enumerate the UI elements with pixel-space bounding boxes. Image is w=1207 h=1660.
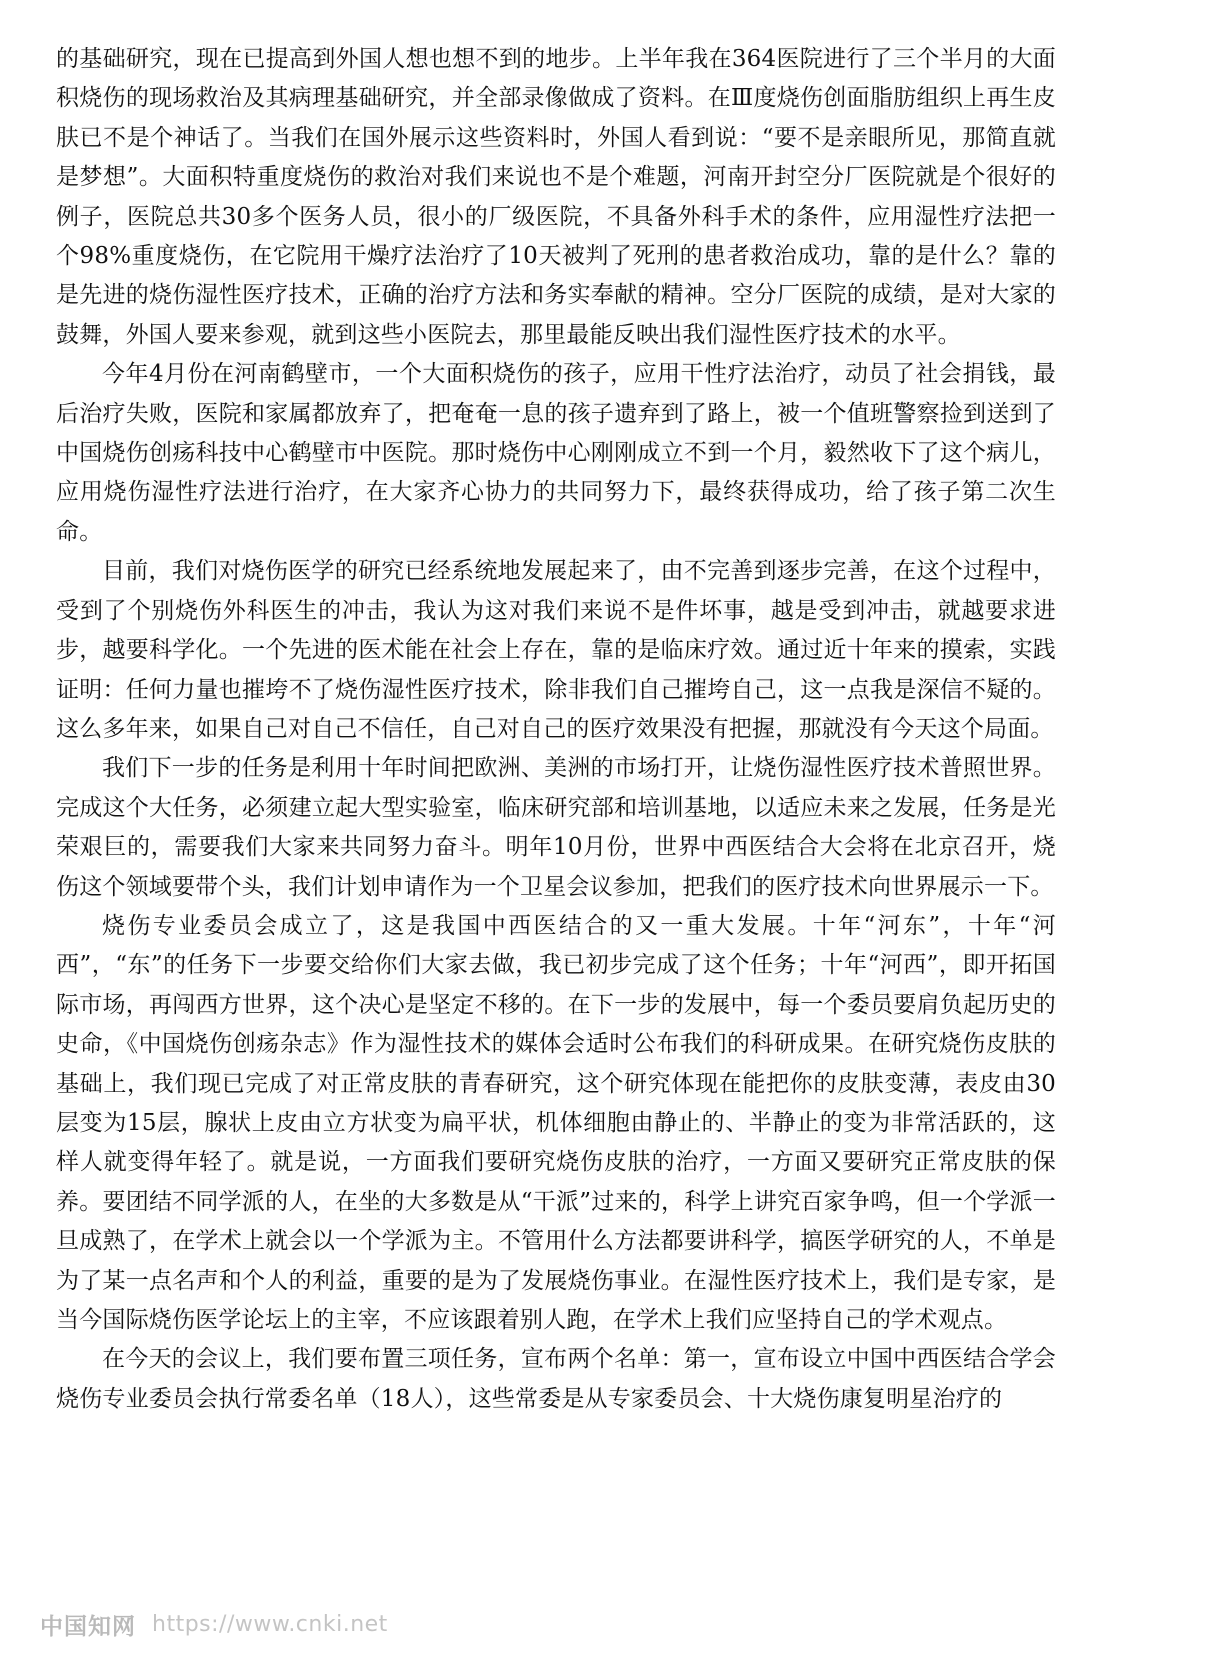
watermark-footer [40,1607,388,1641]
paragraph-4: 我们下一步的任务是利用十年时间把欧洲、美洲的市场打开，让烧伤湿性医疗技术普照世界。完成这个大任务，必须建立起大型实验室，临床研究部和培训基地，以适应未来之发展，任务是光荣艰巨的，需要我们大家来共同努力奋斗。明年10月份，世界中西医结合大会将在北京召开，烧伤这个领域要带个头，我们计划申请作为一个卫星会议参加，把我们的医疗技术向世界展示一下。 [56,755,1056,900]
cnki-logo: 中国知网 [40,1613,136,1640]
cnki-url: https://www.cnki.net [152,1611,388,1637]
paragraph-1: 的基础研究，现在已提高到外国人想也想不到的地步。上半年我在364医院进行了三个半月的大面积烧伤的现场救治及其病理基础研究，并全部录像做成了资料。在Ⅲ度烧伤创面脂肪组织上再生皮肤已不是个神话了。当我们在国外展示这些资料时，外国人看到说：“要不是亲眼所见，那简直就是梦想”。大面积特重度烧伤的救治对我们来说也不是个难题，河南开封空分厂医院就是个很好的例子，医院总共30多个医务人员，很小的厂级医院，不具备外科手术的条件，应用湿性疗法把一个98%重度烧伤，在它院用干燥疗法治疗了10天被判了死刑的患者救治成功，靠的是什么？靠的是先进的烧伤湿性医疗技术，正确的治疗方法和务实奉献的精神。空分厂医院的成绩，是对大家的鼓舞，外国人要来参观，就到这些小医院去，那里最能反映出我们湿性医疗技术的水平。 [56,46,1056,348]
paragraph-5: 烧伤专业委员会成立了，这是我国中西医结合的又一重大发展。十年“河东”，十年“河西”，“东”的任务下一步要交给你们大家去做，我已初步完成了这个任务；十年“河西”，即开拓国际市场，再闯西方世界，这个决心是坚定不移的。在下一步的发展中，每一个委员要肩负起历史的史命，《中国烧伤创疡杂志》作为湿性技术的媒体会适时公布我们的科研成果。在研究烧伤皮肤的基础上，我们现已完成了对正常皮肤的青春研究，这个研究体现在能把你的皮肤变薄，表皮由30层变为15层，腺状上皮由立方状变为扁平状，机体细胞由静止的、半静止的变为非常活跃的，这样人就变得年轻了。就是说，一方面我们要研究烧伤皮肤的治疗，一方面又要研究正常皮肤的保养。要团结不同学派的人，在坐的大多数是从“干派”过来的，科学上讲究百家争鸣，但一个学派一旦成熟了，在学术上就会以一个学派为主。不管用什么方法都要讲科学，搞医学研究的人，不单是为了某一点名声和个人的利益，重要的是为了发展烧伤事业。在湿性医疗技术上，我们是专家，是当今国际烧伤医学论坛上的主宰，不应该跟着别人跑，在学术上我们应坚持自己的学术观点。 [56,912,1056,1333]
document-body [56,40,1056,1419]
paragraph-6: 在今天的会议上，我们要布置三项任务，宣布两个名单：第一，宣布设立中国中西医结合学会烧伤专业委员会执行常委名单（18人），这些常委是从专家委员会、十大烧伤康复明星治疗的 [56,1346,1056,1412]
paragraph-2: 今年4月份在河南鹤壁市，一个大面积烧伤的孩子，应用干性疗法治疗，动员了社会捐钱，最后治疗失败，医院和家属都放弃了，把奄奄一息的孩子遗弃到了路上，被一个值班警察捡到送到了中国烧伤创疡科技中心鹤壁市中医院。那时烧伤中心刚刚成立不到一个月，毅然收下了这个病儿，应用烧伤湿性疗法进行治疗，在大家齐心协力的共同努力下，最终获得成功，给了孩子第二次生命。 [56,361,1056,545]
paragraph-3: 目前，我们对烧伤医学的研究已经系统地发展起来了，由不完善到逐步完善，在这个过程中，受到了个别烧伤外科医生的冲击，我认为这对我们来说不是件坏事，越是受到冲击，就越要求进步，越要科学化。一个先进的医术能在社会上存在，靠的是临床疗效。通过近十年来的摸索，实践证明：任何力量也摧垮不了烧伤湿性医疗技术，除非我们自己摧垮自己，这一点我是深信不疑的。这么多年来，如果自己对自己不信任，自己对自己的医疗效果没有把握，那就没有今天这个局面。 [56,558,1056,742]
